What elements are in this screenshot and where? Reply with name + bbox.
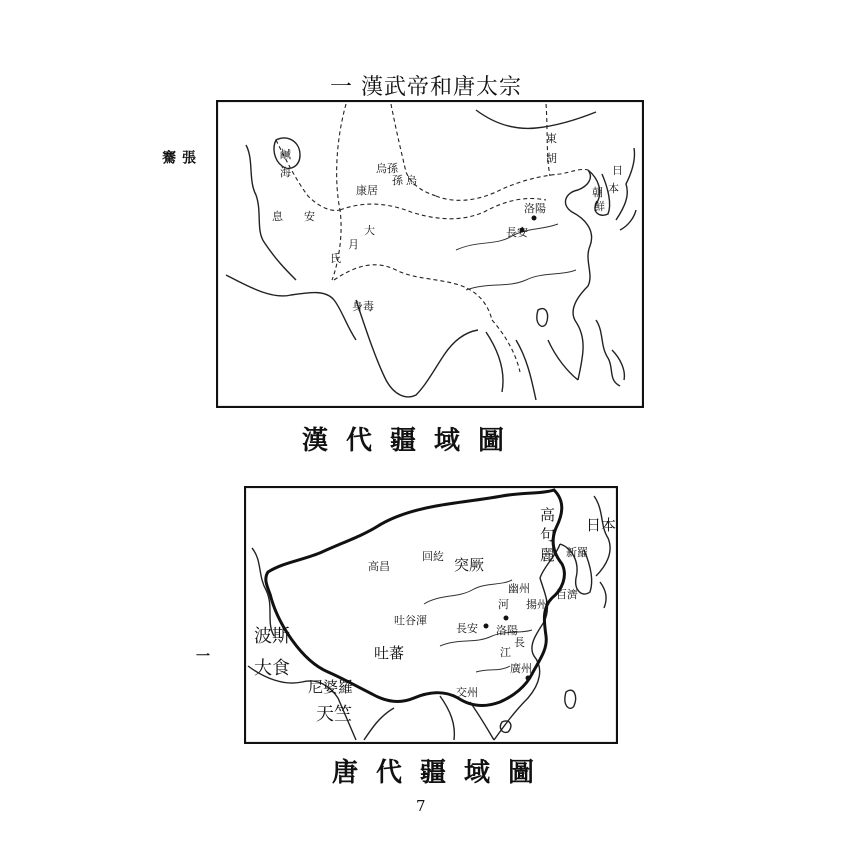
tang-label-tubo: 吐蕃	[374, 644, 405, 662]
han-label-anxi-2: 息	[272, 210, 283, 223]
han-label-dayuezhi-2: 月	[348, 238, 359, 251]
han-luoyang-dot	[532, 216, 537, 221]
han-label-wusun-2-2: 孫	[392, 174, 403, 187]
tang-label-youzhou: 幽州	[508, 582, 530, 595]
tang-label-huihe: 回紇	[422, 550, 444, 563]
tang-label-changan: 長安	[456, 622, 478, 635]
tang-label-luoyang: 洛陽	[496, 624, 518, 637]
han-map-caption: 漢代疆域圖	[302, 426, 523, 456]
han-map-frame	[217, 101, 643, 407]
han-label-donghu-2: 胡	[546, 152, 557, 165]
page-header-title: 一 漢武帝和唐太宗	[330, 75, 522, 100]
tang-label-xinluo: 新羅	[566, 546, 588, 559]
tang-label-yangzhou: 揚州	[526, 598, 548, 611]
tang-label-tianzhu: 天竺	[316, 704, 352, 725]
tang-label-gaochang: 高昌	[368, 560, 390, 573]
han-label-kangju: 康居	[356, 184, 378, 197]
tang-changan-dot	[484, 624, 489, 629]
tang-label-gaogouli-1: 高	[540, 506, 556, 524]
han-label-dayuezhi-1: 大	[364, 224, 375, 237]
tang-label-baiji: 百濟	[556, 588, 578, 601]
han-label-donghu-1: 東	[546, 132, 557, 145]
tang-dynasty-map	[244, 486, 618, 744]
tang-label-gaogouli-2: 句	[540, 526, 556, 544]
tang-label-tujue: 突厥	[454, 556, 485, 574]
tang-label-dashi: 大食	[254, 658, 290, 679]
han-label-aral-2: 海	[280, 166, 291, 179]
tang-label-guangzhou: 廣州	[510, 662, 532, 675]
han-label-aral-1: 鹹	[280, 148, 291, 161]
tang-guangzhou-dot	[526, 676, 531, 681]
margin-note-dash: 一	[196, 649, 210, 665]
han-label-shendu: 身毒	[352, 300, 374, 313]
han-label-changan: 長安	[506, 226, 528, 239]
tang-map-caption: 唐代疆域圖	[332, 758, 553, 788]
tang-label-gaogouli-3: 麗	[540, 546, 556, 564]
tang-label-tuyuhun: 吐谷渾	[394, 614, 427, 627]
tang-map-frame	[245, 487, 617, 743]
han-label-luoyang: 洛陽	[524, 202, 546, 215]
han-label-japan-1: 日	[612, 164, 623, 177]
han-label-dayuezhi-3: 氏	[330, 252, 341, 265]
tang-label-bosi: 波斯	[254, 626, 290, 647]
margin-note-zhang-qian: 張 騫	[160, 150, 196, 264]
tang-label-jiaozhou: 交州	[456, 686, 478, 699]
han-label-chaoxian-1: 朝	[592, 186, 603, 199]
tang-luoyang-dot	[504, 616, 509, 621]
han-label-wusun: 烏孫	[376, 162, 398, 175]
page-number: 7	[416, 797, 426, 815]
han-dynasty-map	[216, 100, 644, 408]
tang-label-jiang: 江	[500, 646, 511, 659]
han-label-chaoxian-2: 鮮	[594, 200, 605, 213]
han-label-wusun-2-1: 烏	[406, 174, 417, 187]
tang-label-changjiang: 長	[514, 636, 525, 649]
tang-label-hebei: 河	[498, 598, 509, 611]
tang-label-japan: 日本	[586, 516, 617, 534]
han-label-japan-2: 本	[608, 182, 619, 195]
han-label-anxi-1: 安	[304, 210, 315, 223]
tang-label-niboluo: 尼婆羅	[308, 678, 354, 696]
